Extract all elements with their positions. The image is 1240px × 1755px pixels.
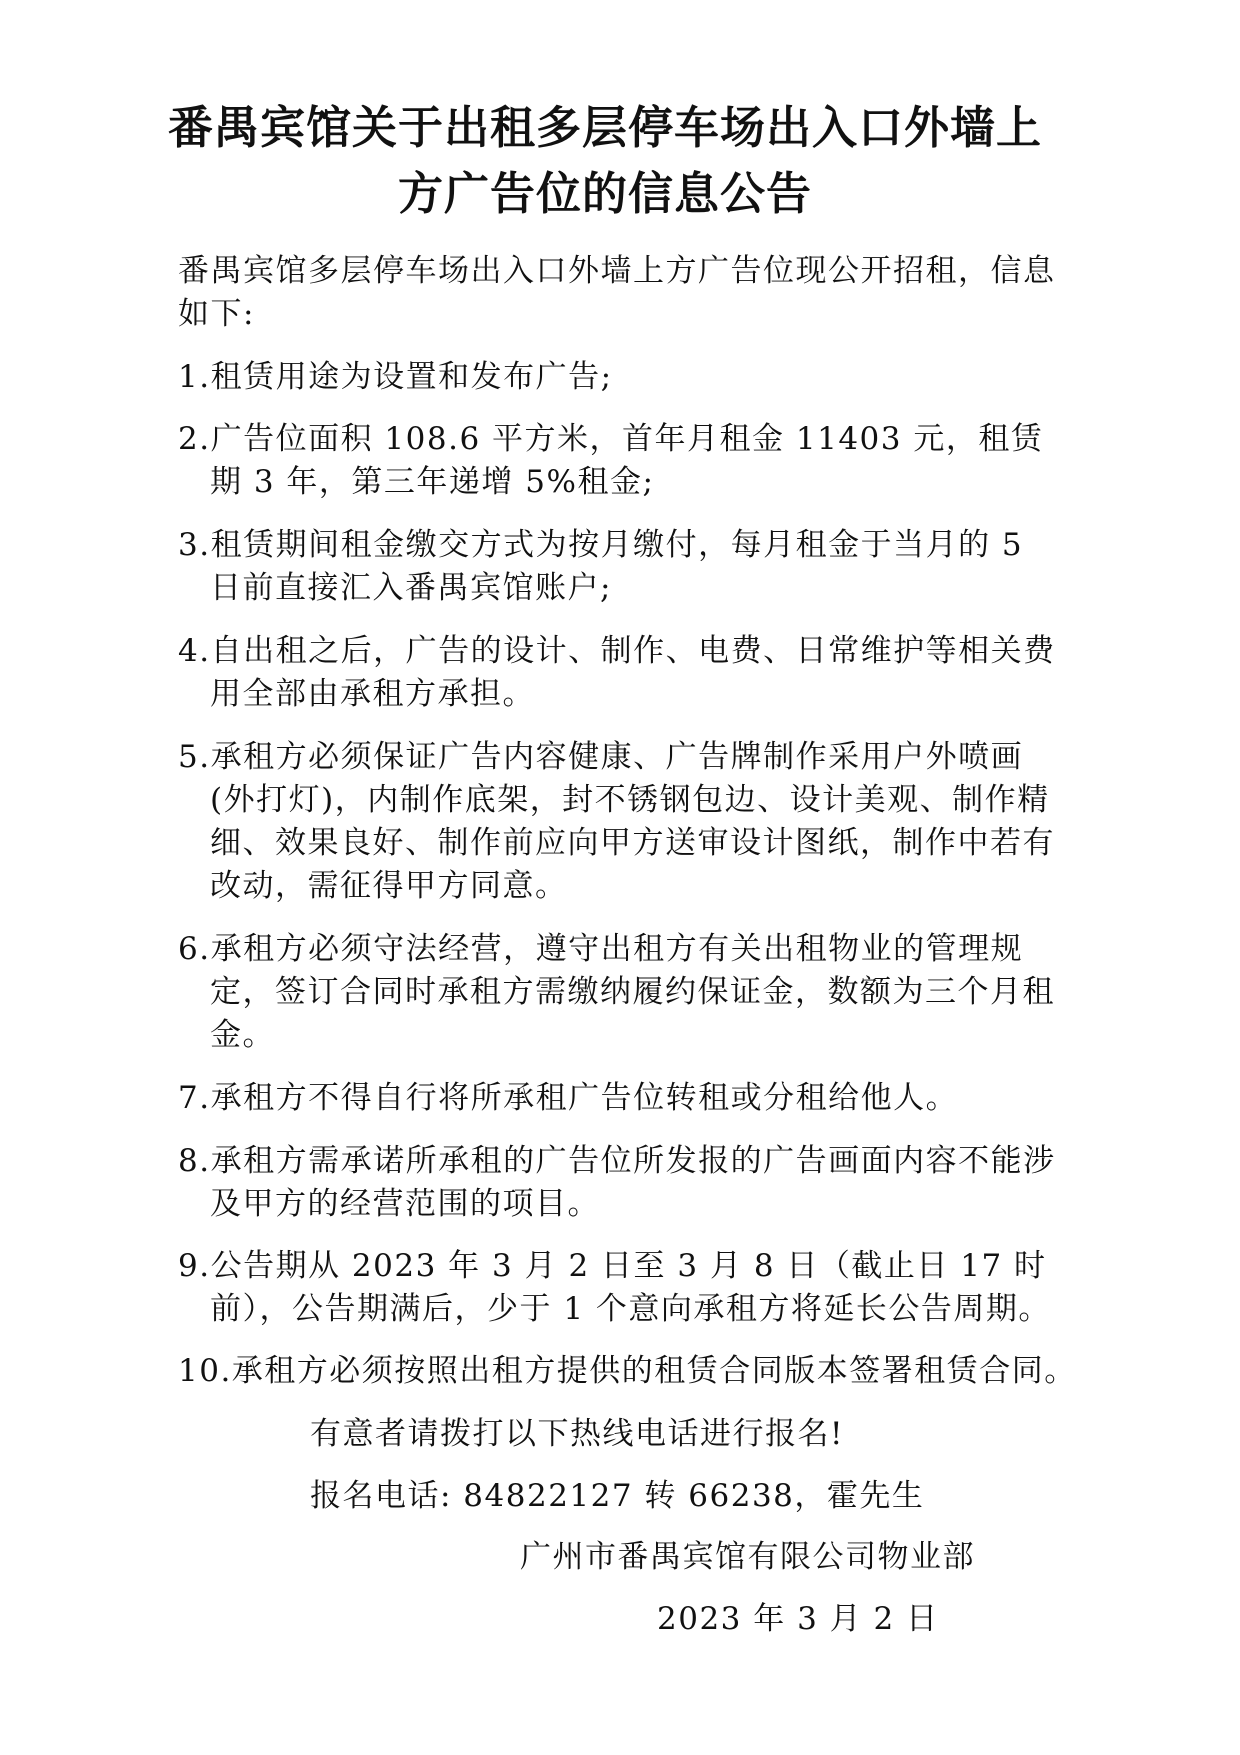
list-item-7: 7.承租方不得自行将所承租广告位转租或分租给他人。 <box>178 1080 959 1116</box>
signature-date: 2023 年 3 月 2 日 <box>657 1601 939 1637</box>
contact-invite: 有意者请拨打以下热线电话进行报名! <box>310 1416 844 1452</box>
list-item-3: 3.租赁期间租金缴交方式为按月缴付，每月租金于当月的 5 日前直接汇入番禺宾馆账户; <box>178 527 1024 606</box>
list-item-4: 4.自出租之后，广告的设计、制作、电费、日常维护等相关费用全部由承租方承担。 <box>178 633 1056 712</box>
notice-title-line-1: 番禺宾馆关于出租多层停车场出入口外墙上 <box>167 101 1042 154</box>
intro-paragraph: 番禺宾馆多层停车场出入口外墙上方广告位现公开招租，信息如下: <box>178 253 1056 332</box>
signature-organization: 广州市番禺宾馆有限公司物业部 <box>520 1539 975 1575</box>
list-item-1: 1.租赁用途为设置和发布广告; <box>178 359 613 395</box>
notice-title-line-2: 方广告位的信息公告 <box>397 167 812 220</box>
list-item-10: 10.承租方必须按照出租方提供的租赁合同版本签署租赁合同。 <box>178 1353 1077 1389</box>
list-item-6: 6.承租方必须守法经营，遵守出租方有关出租物业的管理规定，签订合同时承租方需缴纳履约保证金，数额为三个月租金。 <box>178 931 1055 1053</box>
contact-phone: 报名电话: 84822127 转 66238，霍先生 <box>310 1478 925 1514</box>
list-item-9: 9.公告期从 2023 年 3 月 2 日至 3 月 8 日（截止日 17 时前），公告期满后，少于 1 个意向承租方将延长公告周期。 <box>178 1248 1051 1327</box>
list-item-2: 2.广告位面积 108.6 平方米，首年月租金 11403 元，租赁期 3 年，第三年递增 5%租金; <box>178 421 1044 500</box>
list-item-8: 8.承租方需承诺所承租的广告位所发报的广告画面内容不能涉及甲方的经营范围的项目。 <box>178 1143 1056 1222</box>
list-item-5: 5.承租方必须保证广告内容健康、广告牌制作采用户外喷画(外打灯)，内制作底架，封不锈钢包边、设计美观、制作精细、效果良好、制作前应向甲方送审设计图纸，制作中若有改动，需征得甲方同意。 <box>178 739 1055 904</box>
